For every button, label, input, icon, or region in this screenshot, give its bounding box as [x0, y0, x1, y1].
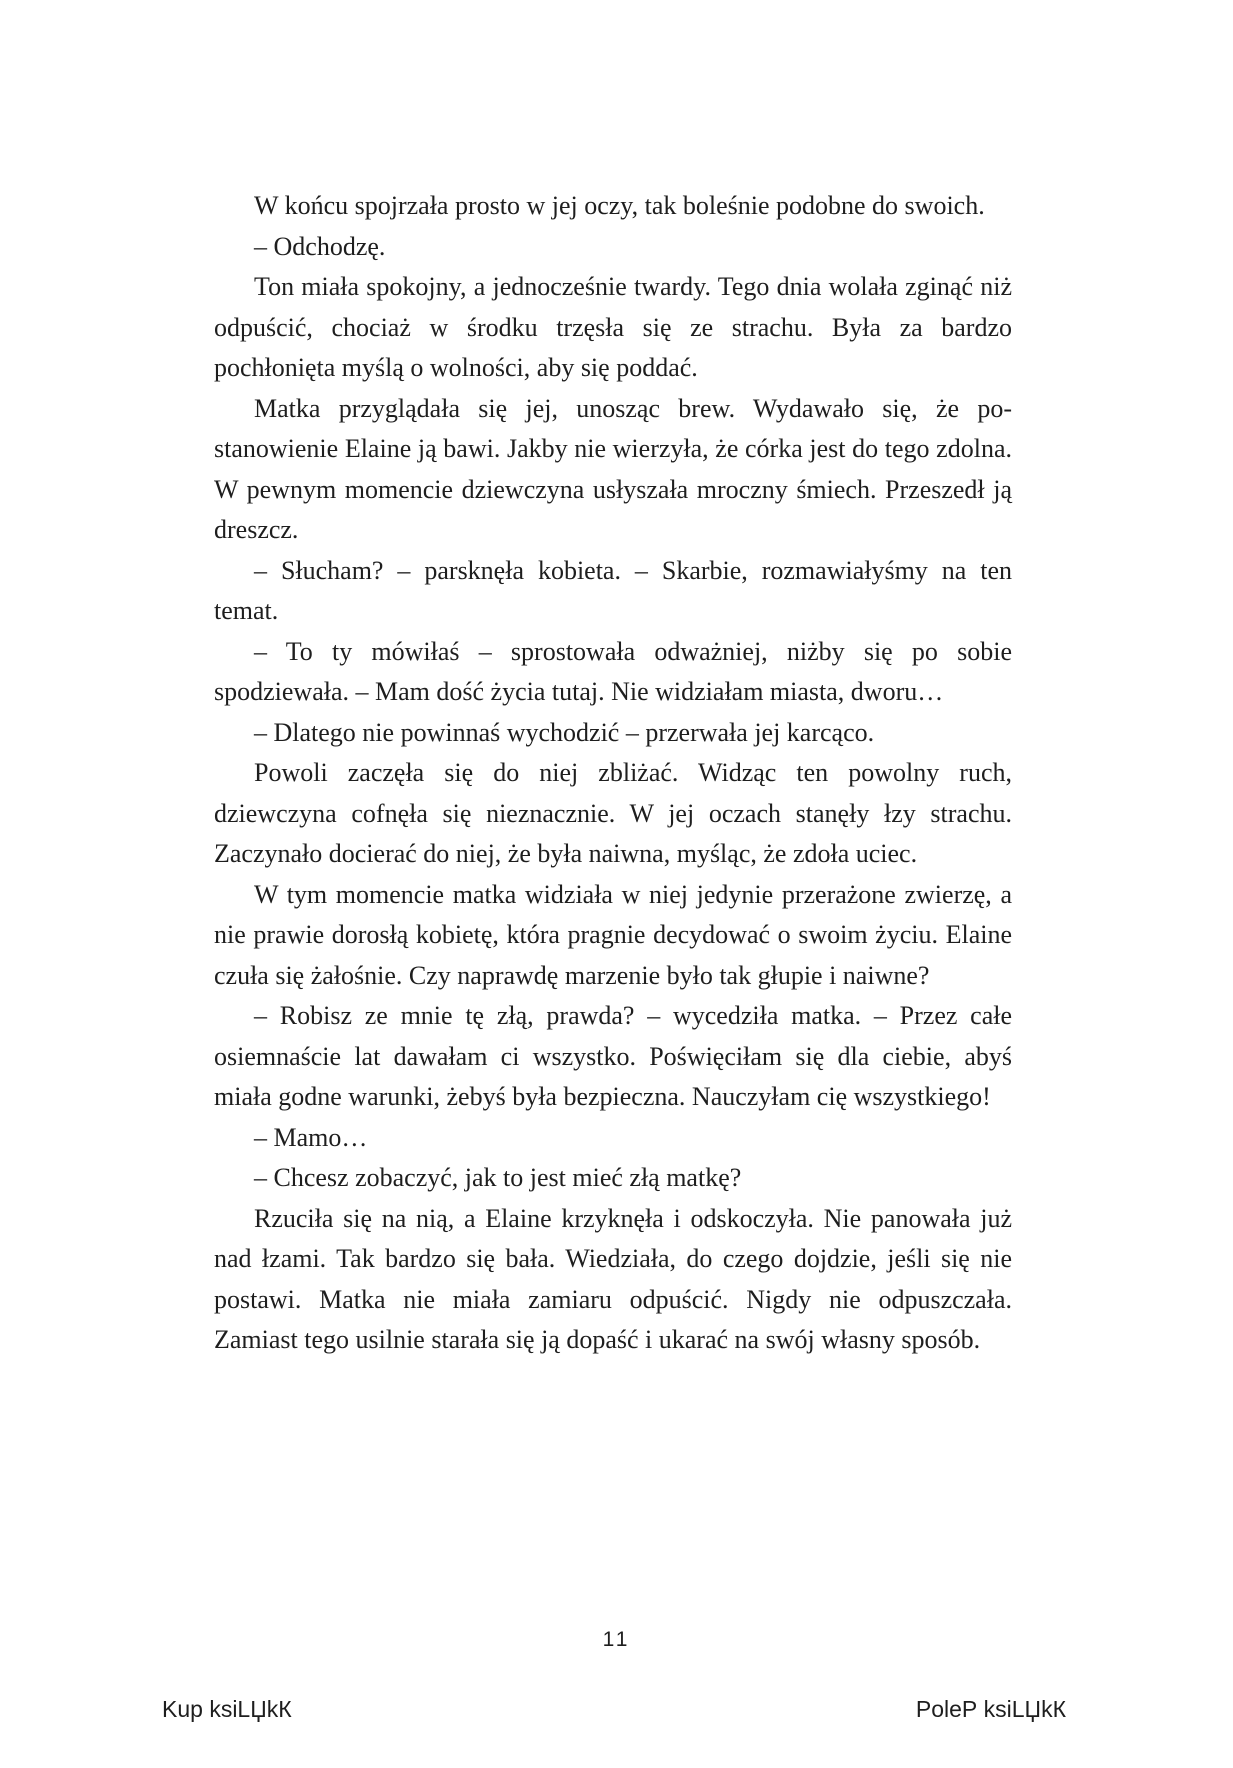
paragraph: Rzuciła się na nią, a Elaine krzyknęła i odskoczyła. Nie panowała już nad łzami. Tak bardzo się bała. Wiedziała, do czego dojdzie, jeśli się nie postawi. Matka nie miała zamiaru odpuścić. Nigdy nie odpuszczała. Zamiast tego usilnie starała się ją dopaść i ukarać na swój własny sposób. [214, 1203, 1012, 1354]
buy-book-link[interactable]: Kup ksiLЏkК [162, 1696, 292, 1722]
paragraph: – Dlatego nie powinnaś wychodzić – przerwała jej karcąco. [254, 717, 875, 747]
paragraph: – Robisz ze mnie tę złą, prawda? – wycedziła matka. – Przez całe osiemnaście lat dawałam ci wszystko. Poświęciłam się dla ciebie, abyś miała godne warunki, żebyś była bezpieczna. Nauczyłam cię wszystkiego! [214, 1001, 1012, 1111]
paragraph: – Mamo… [254, 1122, 368, 1152]
paragraph: – Słucham? – parsknęła kobieta. – Skarbie, rozmawiałyśmy na ten temat. [214, 555, 1012, 625]
recommend-book-link[interactable]: PoleР ksiLЏkК [915, 1696, 1066, 1722]
paragraph: W tym momencie matka widziała w niej jedynie przerażone zwierzę, a nie prawie dorosłą kobietę, która pragnie decydować o swoim życiu. Elaine czuła się żałośnie. Czy naprawdę marzenie było tak głupie i naiwne? [214, 879, 1012, 990]
paragraph: – To ty mówiłaś – sprostowała odważniej, niżby się po sobie spodziewała. – Mam dość życia tutaj. Nie widziałam miasta, dworu… [214, 636, 1012, 706]
paragraph: – Chcesz zobaczyć, jak to jest mieć złą matkę? [254, 1163, 742, 1192]
page-number: 11 [602, 1628, 631, 1651]
paragraph: Ton miała spokojny, a jednocześnie twardy. Tego dnia wolała zginąć niż odpuścić, chociaż w środku trzęsła się ze strachu. Była za bardzo pochłonięta myślą o wolności, aby się poddać. [214, 272, 1012, 382]
paragraph: – Odchodzę. [254, 231, 386, 261]
paragraph: W końcu spojrzała prosto w jej oczy, tak boleśnie podobne do swoich. [254, 191, 985, 220]
paragraph: Powoli zaczęła się do niej zbliżać. Widząc ten powolny ruch, dziewczyna cofnęła się nieznacznie. W jej oczach stanęły łzy strachu. Zaczynało docierać do niej, że była naiwna, myśląc, że zdoła uciec. [214, 758, 1012, 868]
paragraph: Matka przyglądała się jej, unosząc brew. Wydawało się, że postanowienie Elaine ją bawi. Jakby nie wierzyła, że córka jest do tego zdolna. W pewnym momencie dziewczyna usłyszała mroczny śmiech. Przeszedł ją dreszcz. [214, 393, 1012, 544]
page-body-text [214, 186, 1012, 1361]
